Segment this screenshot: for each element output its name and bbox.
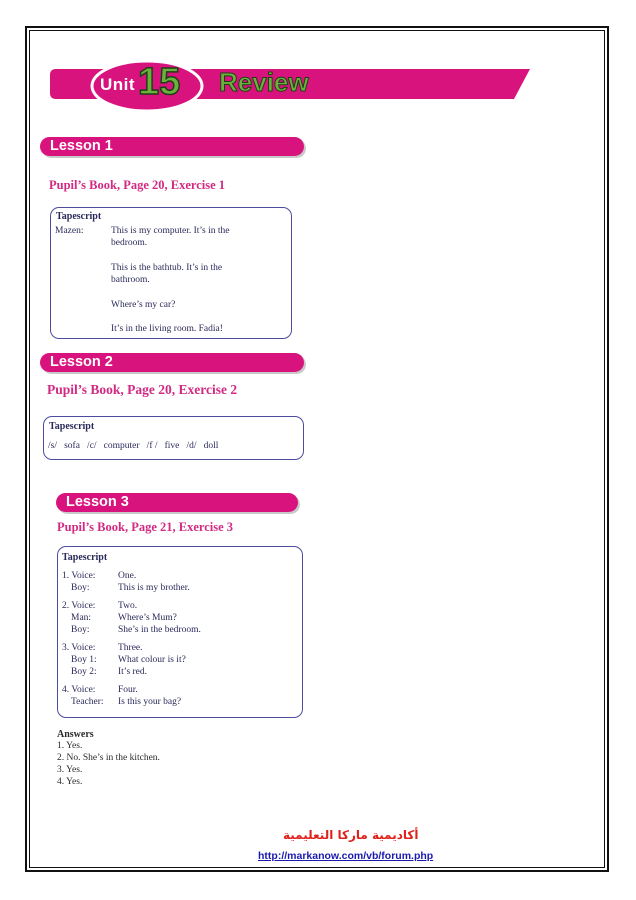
tapescript-line: bathroom. <box>111 275 150 285</box>
tapescript-line: Is this your bag? <box>118 697 182 707</box>
speaker: Boy: <box>71 625 90 635</box>
lesson-3-label: Lesson 3 <box>66 494 129 510</box>
unit-label: Unit <box>100 75 136 94</box>
tapescript-line: Where’s Mum? <box>118 613 177 623</box>
tapescript-line: One. <box>118 571 137 581</box>
unit-title: Review <box>219 67 309 97</box>
tapescript-title: Tapescript <box>56 211 102 222</box>
tapescript-line: Four. <box>118 685 138 695</box>
lesson-2-label: Lesson 2 <box>50 354 113 370</box>
answers-title: Answers <box>57 729 94 740</box>
tapescript-line: Two. <box>118 601 138 611</box>
tapescript-line: What colour is it? <box>118 655 186 665</box>
lesson-2-exercise: Pupil’s Book, Page 20, Exercise 2 <box>47 382 238 397</box>
answer-item: 3. Yes. <box>57 765 83 775</box>
answer-item: 4. Yes. <box>57 777 83 787</box>
tapescript-line: /s/ sofa /c/ computer /f / five /d/ doll <box>48 441 219 451</box>
speaker: Teacher: <box>71 697 104 707</box>
lesson-3-bar <box>56 493 298 512</box>
speaker: Boy: <box>71 583 90 593</box>
tapescript-line: bedroom. <box>111 238 148 248</box>
footer-arabic-title: أكاديمية ماركا التعليمية <box>283 828 419 842</box>
tapescript-line: It’s red. <box>118 667 148 677</box>
tapescript-line: It’s in the living room. Fadia! <box>111 324 223 334</box>
lesson-2-tapescript-box <box>43 416 304 460</box>
answer-item: 1. Yes. <box>57 741 83 751</box>
footer-forum-link[interactable]: http://markanow.com/vb/forum.php <box>258 850 434 862</box>
speaker: Boy 2: <box>71 667 97 677</box>
speaker: Boy 1: <box>71 655 97 665</box>
speaker: 3. Voice: <box>62 643 96 653</box>
answer-item: 2. No. She’s in the kitchen. <box>57 753 160 763</box>
lesson-1-label: Lesson 1 <box>50 138 113 154</box>
lesson-2-bar <box>40 353 304 372</box>
lesson-1-exercise: Pupil’s Book, Page 20, Exercise 1 <box>49 178 226 192</box>
tapescript-line: This is my brother. <box>118 583 190 593</box>
tapescript-line: She’s in the bedroom. <box>118 625 201 635</box>
speaker: 1. Voice: <box>62 571 96 581</box>
tapescript-line: Three. <box>118 643 143 653</box>
unit-number: 15 <box>138 61 181 103</box>
tapescript-line: This is my computer. It’s in the <box>111 226 230 236</box>
lesson-1-tapescript-box <box>50 207 292 339</box>
speaker: Man: <box>71 613 92 623</box>
tapescript-line: This is the bathtub. It’s in the <box>111 263 223 273</box>
lesson-1-bar <box>40 137 304 156</box>
lesson-3-exercise: Pupil’s Book, Page 21, Exercise 3 <box>57 520 234 534</box>
tapescript-title: Tapescript <box>62 552 108 563</box>
speaker: Mazen: <box>55 226 84 236</box>
lesson-3-tapescript-box <box>57 546 303 718</box>
speaker: 2. Voice: <box>62 601 96 611</box>
speaker: 4. Voice: <box>62 685 96 695</box>
tapescript-line: Where’s my car? <box>111 300 176 310</box>
tapescript-title: Tapescript <box>49 421 95 432</box>
